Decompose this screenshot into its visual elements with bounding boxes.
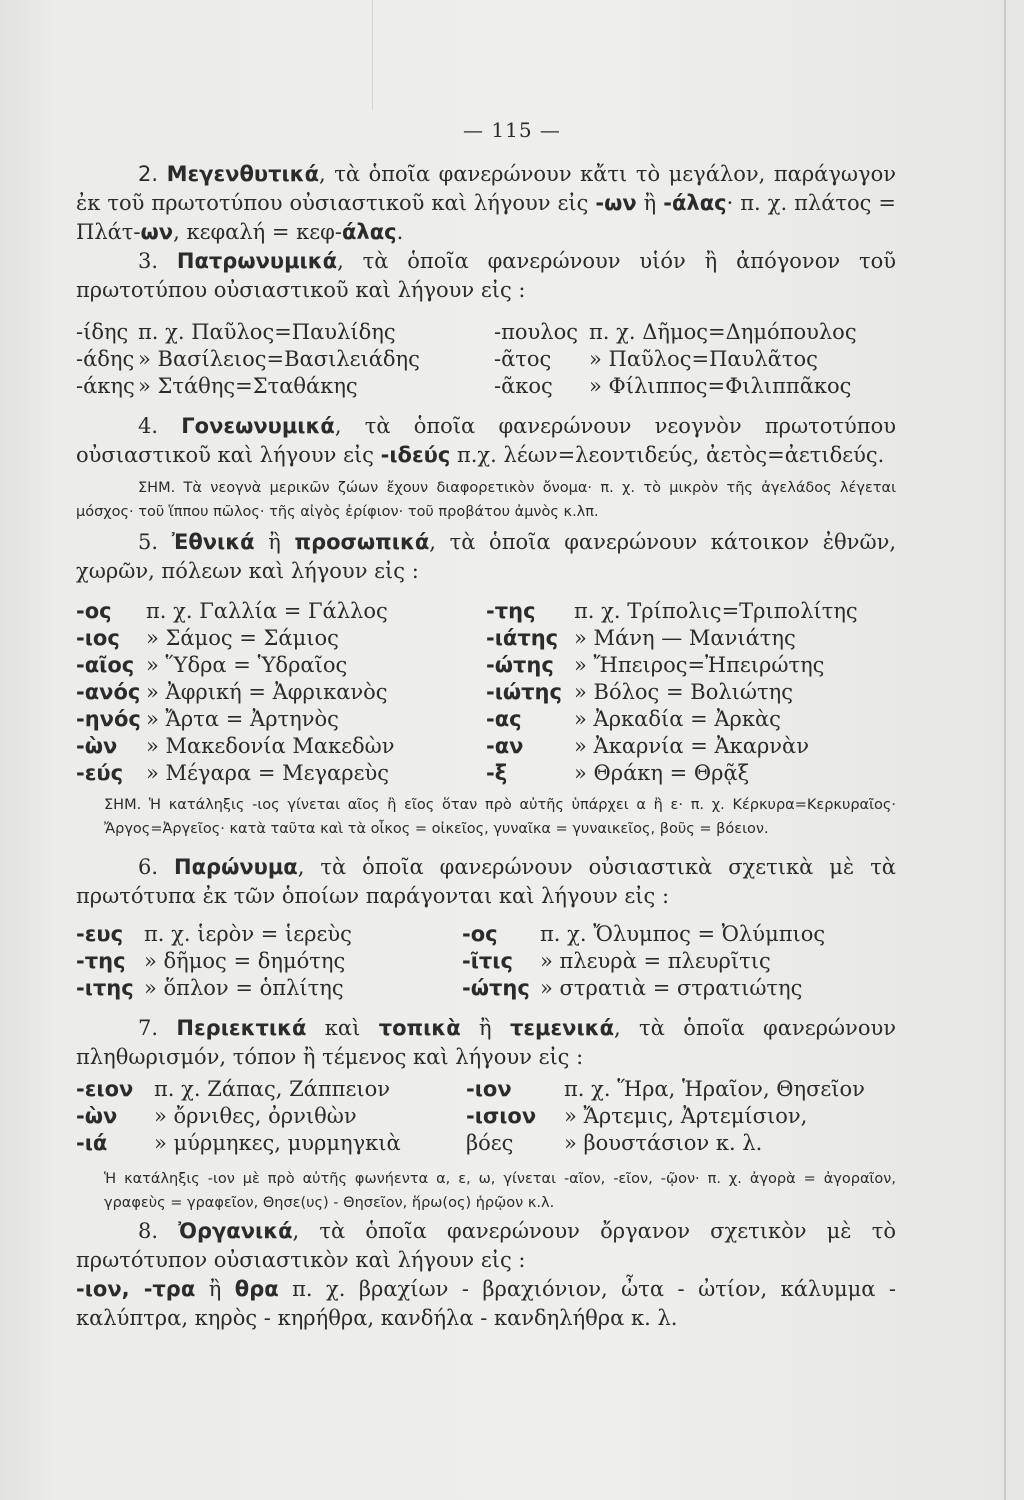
paronym-table bbox=[76, 921, 896, 1002]
section-heading: Ἐθνικά bbox=[171, 530, 255, 554]
body-text bbox=[76, 160, 896, 1333]
table-row: -ὼν » ὄρνιθες, ὀρνιθὼν -ισιον » Ἄρτεμις, Ἀρτεμίσιον, bbox=[76, 1104, 808, 1128]
suffix: άλας bbox=[341, 220, 397, 244]
section-heading-2: προσωπικά bbox=[294, 530, 430, 554]
section-number: 4. bbox=[138, 414, 159, 438]
suffix: -ιον, -τρα bbox=[76, 1277, 196, 1301]
table-row: -της » δῆμος = δημότης -ῖτις » πλευρὰ = πλευρῖτις bbox=[76, 949, 771, 973]
note: ΣΗΜ. Τὰ νεογνὰ μερικῶν ζώων ἔχουν διαφορετικὸν ὄνομα· π. χ. τὸ μικρὸν τῆς ἀγελάδος λέγεται μόσχος· τοῦ ἵππου πῶλος· τῆς αἰγὸς ἐρίφιον· τοῦ προβάτου ἀμνὸς κ.λπ. bbox=[76, 480, 896, 520]
section-number: 6. bbox=[138, 855, 159, 879]
table-row: -ειον π. χ. Ζάπας, Ζάππειον -ιον π. χ. Ἥρα, Ἡραῖον, Θησεῖον bbox=[76, 1077, 865, 1101]
section-8-examples: -ιον, -τρα ἢ θρα π. χ. βραχίων - βραχιόνιον, ὦτα - ὠτίον, κάλυμμα - καλύπτρα, κηρὸς - κηρήθρα, κανδήλα - κανδηλήθρα κ. λ. bbox=[76, 1277, 897, 1330]
section-8: 8. Ὀργανικά, τὰ ὁποῖα φανερώνουν ὄργανον σχετικὸν μὲ τὸ πρωτότυπον οὐσιαστικὸν καὶ λήγουν εἰς : bbox=[76, 1219, 896, 1272]
section-heading: Παρώνυμα bbox=[174, 855, 298, 879]
table-row: -εύς » Μέγαρα = Μεγαρεὺς -ξ » Θράκη = Θρᾷξ bbox=[76, 761, 750, 785]
page-number: — 115 — bbox=[463, 118, 561, 142]
section-4: 4. Γονεωνυμικά, τὰ ὁποῖα φανερώνουν νεογνὸν πρωτοτύπου οὐσιαστικοῦ καὶ λήγουν εἰς -ιδεύς π.χ. λέων=λεοντιδεύς, ἀετὸς=ἀετιδεύς. bbox=[76, 414, 896, 467]
section-3: 3. Πατρωνυμικά, τὰ ὁποῖα φανερώνουν υἱόν ἢ ἀπόγονον τοῦ πρωτοτύπου οὐσιαστικοῦ καὶ λήγουν εἰς : bbox=[76, 249, 896, 302]
section-heading: Ὀργανικά bbox=[178, 1219, 293, 1243]
table-row: -ιος » Σάμος = Σάμιος -ιάτης » Μάνη — Μανιάτης bbox=[76, 626, 796, 650]
table-row: -αῖος » Ὕδρα = Ὑδραῖος -ώτης » Ἤπειρος=Ἠπειρώτης bbox=[76, 653, 825, 677]
section-heading: Περιεκτικά bbox=[176, 1016, 307, 1040]
ethnic-table bbox=[76, 598, 896, 787]
table-row: -άκης » Στάθης=Σταθάκης -ᾶκος » Φίλιππος=Φιλιππᾶκος bbox=[76, 374, 852, 398]
section-7: 7. Περιεκτικά καὶ τοπικὰ ἢ τεμενικά, τὰ ὁποῖα φανερώνουν πληθωρισμόν, τόπον ἢ τέμενος καὶ λήγουν εἰς : bbox=[76, 1016, 896, 1069]
table-row: -ιά » μύρμηκες, μυρμηγκιὰ βόες » βουστάσιον κ. λ. bbox=[76, 1131, 763, 1155]
section-5: 5. Ἐθνικά ἢ προσωπικά, τὰ ὁποῖα φανερώνουν κάτοικον ἐθνῶν, χωρῶν, πόλεων καὶ λήγουν εἰς : bbox=[76, 530, 897, 583]
section-number: 8. bbox=[138, 1219, 159, 1243]
section-heading: Πατρωνυμικά bbox=[176, 249, 338, 273]
section-number: 5. bbox=[138, 530, 159, 554]
suffix: ων bbox=[140, 220, 174, 244]
fold-mark bbox=[372, 0, 373, 110]
table-row: -ιτης » ὅπλον = ὁπλίτης -ώτης » στρατιὰ = στρατιώτης bbox=[76, 976, 803, 1000]
suffix: θρα bbox=[234, 1277, 279, 1301]
section-2: 2. Μεγενθυτικά, τὰ ὁποῖα φανερώνουν κἄτι τὸ μεγάλον, παράγωγον ἐκ τοῦ πρωτοτύπου οὐσιαστικοῦ καὶ λήγουν εἰς -ων ἢ -άλας· π. χ. πλάτος = Πλάτ-ων, κεφαλή = κεφ-άλας. bbox=[76, 162, 897, 244]
table-row: -ὼν » Μακεδονία Μακεδὼν -αν » Ἀκαρνία = Ἀκαρνὰν bbox=[76, 734, 809, 758]
section-heading-3: τεμενικά bbox=[509, 1016, 615, 1040]
section-number: 2. bbox=[138, 162, 159, 186]
section-heading-2: τοπικὰ bbox=[378, 1016, 461, 1040]
note: ΣΗΜ. Ἡ κατάληξις -ιος γίνεται αῖος ἢ εῖος ὅταν πρὸ αὐτῆς ὑπάρχει α ἢ ε· π. χ. Κέρκυρα=Κερκυραῖος· Ἄργος=Ἀργεῖος· κατὰ ταῦτα καὶ τὰ οἶκος = οἰκεῖος, γυναῖκα = γυναικεῖος, βοῦς = βόειον. bbox=[104, 797, 896, 837]
table-row: -άδης » Βασίλειος=Βασιλειάδης -ᾶτος » Παῦλος=Παυλᾶτος bbox=[76, 347, 818, 371]
suffix: -ων bbox=[595, 191, 637, 215]
note: Ἡ κατάληξις -ιον μὲ πρὸ αὐτῆς φωνήεντα α, ε, ω, γίνεται -αῖον, -εῖον, -ῷον· π. χ. ἀγορὰ = ἀγοραῖον, γραφεὺς = γραφεῖον, Θησε(υς) - Θησεῖον, ἥρω(ος) ἡρῷον κ.λ. bbox=[104, 1171, 896, 1211]
suffix: -άλας bbox=[663, 191, 727, 215]
patronymic-table bbox=[76, 319, 896, 400]
table-row: -ηνός » Ἄρτα = Ἀρτηνὸς -ας » Ἀρκαδία = Ἀρκὰς bbox=[76, 707, 781, 731]
section-heading: Γονεωνυμικά bbox=[181, 414, 335, 438]
table-row: -ος π. χ. Γαλλία = Γάλλος -της π. χ. Τρίπολις=Τριπολίτης bbox=[76, 599, 858, 623]
section-6: 6. Παρώνυμα, τὰ ὁποῖα φανερώνουν οὐσιαστικὰ σχετικὰ μὲ τὰ πρωτότυπα ἐκ τῶν ὁποίων παράγονται καὶ λήγουν εἰς : bbox=[76, 855, 896, 908]
section-number: 3. bbox=[138, 249, 159, 273]
suffix: -ιδεύς bbox=[380, 443, 451, 467]
page-edge bbox=[1004, 0, 1006, 1500]
table-row: -ευς π. χ. ἱερὸν = ἱερεὺς -ος π. χ. Ὄλυμπος = Ὀλύμπιος bbox=[76, 922, 826, 946]
section-number: 7. bbox=[138, 1016, 159, 1040]
section-heading: Μεγενθυτικά bbox=[166, 162, 320, 186]
table-row: -ανός » Ἀφρική = Ἀφρικανὸς -ιώτης » Βόλος = Βολιώτης bbox=[76, 680, 793, 704]
table-row: -ίδης π. χ. Παῦλος=Παυλίδης -πουλος π. χ. Δῆμος=Δημόπουλος bbox=[76, 320, 857, 344]
collective-table bbox=[76, 1076, 896, 1157]
